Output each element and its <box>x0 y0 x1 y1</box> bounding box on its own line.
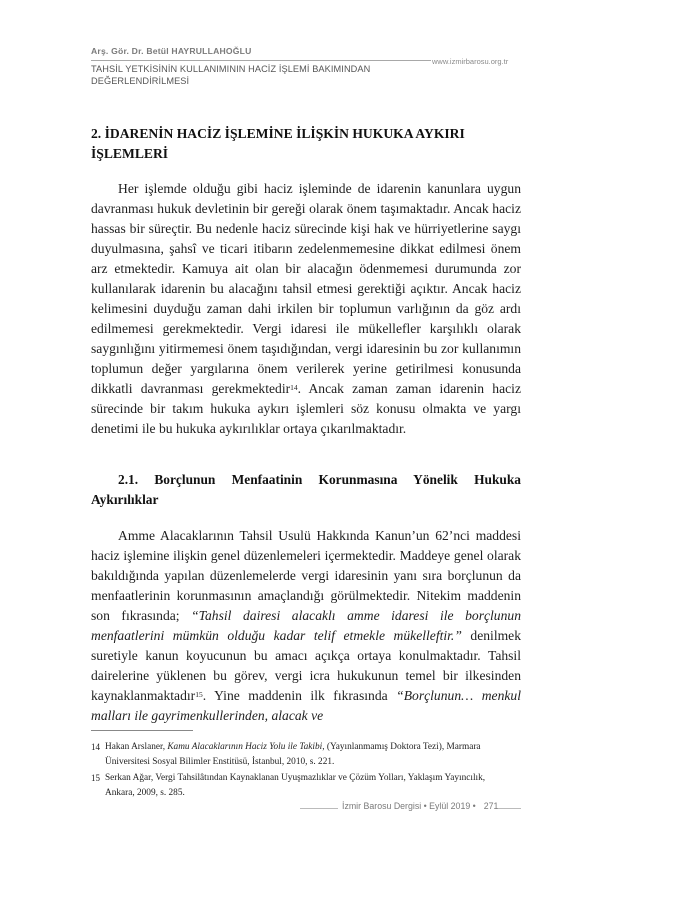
section-heading <box>91 124 521 164</box>
quoted-text: “Tahsil dairesi alacaklı amme idaresi ile borçlunun menfaatlerini mümkün olduğu kadar telif etmekle mükelleftir.” <box>91 608 521 643</box>
subsection-heading: 2.1. Borçlunun Menfaatinin Korunmasına Yönelik Hukuka Aykırılıklar <box>91 472 521 507</box>
footnote-rest: , (Yayınlanmamış Doktora Tezi), Marmara Üniversitesi Sosyal Bilimler Enstitüsü, İstanbul, 2010, s. 221. <box>105 742 481 767</box>
footnote-text <box>105 740 515 769</box>
footnote-number: 14 <box>91 742 100 752</box>
footnote-ref-14[interactable]: 14 <box>290 383 298 392</box>
paragraph-text: Amme Alacaklarının Tahsil Usulü Hakkında Kanun’un 62’nci maddesi haciz işlemine ilişkin genel düzenlemeleri içermektedir. Maddeye genel olarak bakıldığında yapılan düzenlemelerde vergi idaresinin yanı sıra borçlunun da menfaatlerinin korunmasının amaçlandığı görülmektedir. Nitekim maddenin son fıkrasında; <box>91 528 521 623</box>
footnote-15 <box>91 771 521 800</box>
footer-journal: İzmir Barosu Dergisi • Eylül 2019 • <box>342 801 476 811</box>
paragraph-text: Her işlemde olduğu gibi haciz işleminde de idarenin kanunlara uygun davranması hukuk devletinin bir gereği olarak önem taşımaktadır. Ancak haciz hassas bir süreçtir. Bu nedenle haciz sürecinde kişi hak ve hürriyetlerine saygı duyulmasına, şahsî ve ticari itibarın zedelenmemesine dikkat edilmesi önem arz etmektedir. Kamuya ait olan bir alacağın ödenmemesi durumunda zor kullanılarak idarenin bu alacağını tahsil etmesi gerektiği açıktır. Ancak haciz kelimesini duyduğu zaman dahi irkilen bir toplumun varlığının da göz ardı edilmemesi gerekmektedir. Vergi idaresi ile mükellefler karşılıklı olarak saygınlığını yitirmemesi önem taşıdığından, vergi idaresinin bu zor kullanımın toplumun değer yargılarına önem verilerek yerine getirilmesi konusunda dikkatli davranması gerekmektedir <box>91 181 521 396</box>
footnote-number: 15 <box>91 773 100 783</box>
paragraph-text-cont: denilmek suretiyle kanun koyucunun bu amacı açıkça ortaya konulmaktadır. Tahsil dairelerine yüklenen bu görev, vergi icra hukukunun temel bir ilkesinden kaynaklanmaktadır <box>91 628 522 703</box>
footnote-author: Serkan Ağar, Vergi Tahsilâtından Kaynaklanan Uyuşmazlıklar ve Çözüm Yolları, Yaklaşım Yayıncılık, <box>105 773 486 783</box>
header-website[interactable]: www.izmirbarosu.org.tr <box>432 57 509 66</box>
page-number: 271 <box>483 801 499 811</box>
footnote-text <box>105 771 515 800</box>
subsection-paragraph <box>91 526 521 726</box>
header-title-line1: TAHSİL YETKİSİNİN KULLANIMININ HACİZ İŞLEMİ BAKIMINDAN <box>91 64 371 74</box>
header-title-line2: DEĞERLENDİRİLMESİ <box>91 75 190 86</box>
paragraph-text-cont2: . Yine maddenin ilk fıkrasında <box>202 688 397 703</box>
quoted-text-2: “Borçlunun… menkul malları ile gayrimenkullerinden, alacak ve <box>91 688 521 723</box>
section-heading-line1: 2. İDARENİN HACİZ İŞLEMİNE İLİŞKİN HUKUKA AYKIRI <box>91 126 465 141</box>
header-author: Arş. Gör. Dr. Betül HAYRULLAHOĞLU <box>91 46 252 56</box>
footnote-ref-15[interactable]: 15 <box>195 690 203 699</box>
running-footer <box>338 801 498 811</box>
footnote-work-title: Kamu Alacaklarının Haciz Yolu ile Takibi <box>167 742 323 752</box>
footnote-14 <box>91 740 521 769</box>
section-paragraph <box>91 179 521 439</box>
section-heading-line2: İŞLEMLERİ <box>91 146 169 161</box>
footnote-divider <box>91 730 193 731</box>
running-header <box>91 46 521 56</box>
header-divider <box>91 60 431 61</box>
footnote-author: Hakan Arslaner, <box>105 742 168 752</box>
paragraph-text-cont: . Ancak zaman zaman idarenin haciz sürecinde bir takım hukuka aykırı işlemleri söz konusu olmakta ve yargı denetimi ile bu hukuka aykırılıklar ortaya çıkarılmaktadır. <box>91 381 521 436</box>
footnote-rest: Ankara, 2009, s. 285. <box>105 787 185 798</box>
header-article-title <box>91 64 421 87</box>
